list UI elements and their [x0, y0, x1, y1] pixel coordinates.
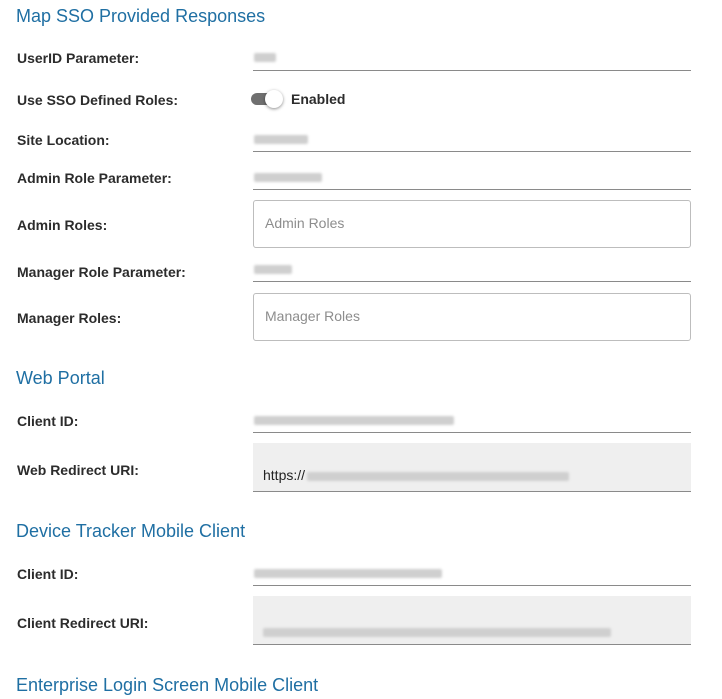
web-client-id-underline [253, 432, 691, 433]
manager-role-parameter-value[interactable] [254, 259, 292, 277]
client-redirect-uri-value [263, 623, 611, 639]
userid-parameter-label: UserID Parameter: [17, 50, 140, 66]
device-client-id-value[interactable] [254, 563, 442, 581]
web-redirect-uri-label: Web Redirect URI: [17, 462, 139, 478]
use-sso-roles-label: Use SSO Defined Roles: [17, 92, 179, 108]
manager-roles-label: Manager Roles: [17, 310, 122, 326]
use-sso-roles-status: Enabled [291, 91, 346, 107]
admin-role-parameter-label: Admin Role Parameter: [17, 170, 172, 186]
admin-roles-box [253, 200, 691, 248]
web-redirect-uri-field[interactable] [253, 443, 691, 492]
site-location-value[interactable] [254, 129, 308, 147]
section-title-device-tracker: Device Tracker Mobile Client [16, 521, 246, 541]
section-title-sso: Map SSO Provided Responses [16, 6, 266, 26]
section-title-web-portal: Web Portal [16, 368, 105, 388]
manager-role-parameter-underline [253, 281, 691, 282]
web-client-id-label: Client ID: [17, 413, 79, 429]
admin-roles-label: Admin Roles: [17, 217, 108, 233]
site-location-label: Site Location: [17, 132, 110, 148]
device-client-id-underline [253, 585, 691, 586]
web-redirect-uri-value: https:// [263, 467, 569, 483]
client-redirect-uri-field[interactable] [253, 596, 691, 645]
userid-parameter-underline [253, 70, 691, 71]
userid-parameter-value[interactable] [254, 47, 276, 65]
use-sso-roles-toggle[interactable] [251, 90, 283, 108]
site-location-underline [253, 151, 691, 152]
admin-role-parameter-underline [253, 189, 691, 190]
device-client-id-label: Client ID: [17, 566, 79, 582]
admin-role-parameter-value[interactable] [254, 167, 322, 185]
manager-roles-box [253, 293, 691, 341]
admin-roles-input[interactable] [254, 201, 676, 245]
toggle-knob [265, 90, 283, 108]
client-redirect-uri-label: Client Redirect URI: [17, 615, 149, 631]
web-client-id-value[interactable] [254, 410, 454, 428]
manager-roles-input[interactable] [254, 294, 676, 338]
section-title-enterprise-login: Enterprise Login Screen Mobile Client [16, 675, 319, 695]
manager-role-parameter-label: Manager Role Parameter: [17, 264, 186, 280]
